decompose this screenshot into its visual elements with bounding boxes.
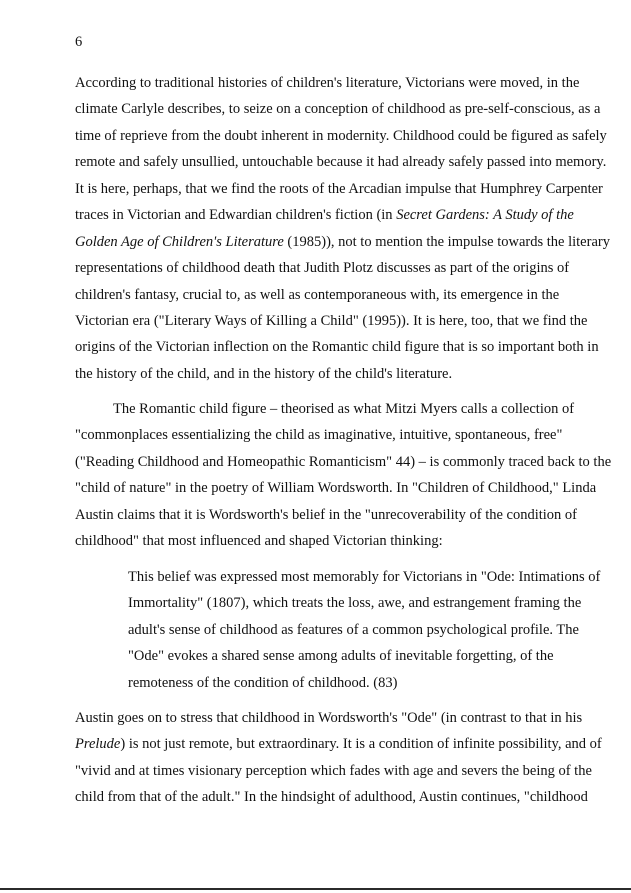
- page-bottom-edge: [0, 888, 631, 890]
- text-line: [75, 449, 611, 475]
- text-segment: "vivid and at times visionary perception which fades with age and severs the being of the: [75, 762, 592, 779]
- text-line: [75, 123, 610, 149]
- italic-title: Secret Gardens: A Study of the: [396, 207, 574, 224]
- text-segment: The Romantic child figure – theorised as what Mitzi Myers calls a collection of: [113, 401, 575, 417]
- text-segment: Austin claims that it is Wordsworth's belief in the "unrecoverability of the condition of: [75, 506, 578, 523]
- paragraph-1: [75, 70, 610, 387]
- text-line: [128, 617, 600, 643]
- text-segment: Victorian era ("Literary Ways of Killing a Child" (1995)). It is here, too, that we find the: [75, 312, 588, 329]
- text-line: [75, 705, 602, 731]
- text-line: [75, 758, 602, 784]
- text-line: [128, 670, 600, 696]
- text-segment: the history of the child, and in the history of the child's literature.: [75, 365, 453, 382]
- text-line: [128, 564, 600, 590]
- text-line: [75, 96, 610, 122]
- text-segment: children's fantasy, crucial to, as well as contemporaneous with, its emergence in the: [75, 286, 560, 303]
- text-line: [75, 422, 611, 448]
- text-segment: "Ode" evokes a shared sense among adults of inevitable forgetting, of the: [128, 648, 554, 665]
- text-line: [75, 229, 610, 255]
- text-segment: "child of nature" in the poetry of William Wordsworth. In "Children of Childhood," Linda: [75, 480, 597, 497]
- page-number: 6: [75, 34, 83, 50]
- text-segment: adult's sense of childhood as features of a common psychological profile. The: [128, 621, 579, 638]
- text-segment: remoteness of the condition of childhood. (83): [128, 674, 398, 691]
- text-segment: representations of childhood death that Judith Plotz discusses as part of the origins of: [75, 260, 570, 277]
- text-line: [75, 528, 611, 554]
- text-line: [75, 502, 611, 528]
- text-segment: Immortality" (1807), which treats the loss, awe, and estrangement framing the: [128, 595, 582, 612]
- text-line: [75, 255, 610, 281]
- text-segment: ("Reading Childhood and Homeopathic Romanticism" 44) – is commonly traced back to the: [75, 453, 612, 470]
- text-segment: It is here, perhaps, that we find the roots of the Arcadian impulse that Humphrey Carpenter: [75, 180, 603, 197]
- text-segment: childhood" that most influenced and shaped Victorian thinking:: [75, 533, 443, 550]
- text-line: [75, 149, 610, 175]
- text-line: [128, 590, 600, 616]
- text-line: [75, 396, 611, 422]
- paragraph-3: [75, 705, 602, 811]
- paragraph-2: [75, 396, 611, 555]
- text-line: [75, 784, 602, 810]
- text-line: [75, 282, 610, 308]
- text-line: [75, 334, 610, 360]
- text-line: [75, 308, 610, 334]
- text-line: [75, 176, 610, 202]
- text-segment: climate Carlyle describes, to seize on a conception of childhood as pre-self-conscious, as a: [75, 101, 601, 118]
- text-segment: Austin goes on to stress that childhood in Wordsworth's "Ode" (in contrast to that in his: [75, 710, 583, 726]
- text-line: [75, 475, 611, 501]
- text-segment: According to traditional histories of children's literature, Victorians were moved, in the: [75, 75, 580, 91]
- text-line: [75, 202, 610, 228]
- text-segment: "commonplaces essentializing the child as imaginative, intuitive, spontaneous, free": [75, 427, 563, 444]
- text-line: [75, 70, 610, 96]
- text-line: [75, 361, 610, 387]
- block-quote: [128, 564, 600, 696]
- text-line: [128, 643, 600, 669]
- text-segment: traces in Victorian and Edwardian children's fiction (in: [75, 207, 397, 224]
- italic-title: Golden Age of Children's Literature: [75, 233, 284, 250]
- text-segment: ) is not just remote, but extraordinary. It is a condition of infinite possibility, and of: [120, 736, 602, 753]
- text-segment: This belief was expressed most memorably for Victorians in "Ode: Intimations of: [128, 569, 601, 585]
- text-line: [75, 731, 602, 757]
- italic-title: Prelude: [75, 736, 121, 753]
- text-segment: remote and safely unsullied, untouchable because it had already safely passed into memory.: [75, 154, 607, 171]
- text-segment: time of reprieve from the doubt inherent in modernity. Childhood could be figured as safely: [75, 127, 607, 144]
- text-segment: origins of the Victorian inflection on the Romantic child figure that is so important both in: [75, 339, 599, 356]
- text-segment: child from that of the adult." In the hindsight of adulthood, Austin continues, "childhood: [75, 789, 588, 806]
- text-segment: (1985)), not to mention the impulse towards the literary: [283, 233, 610, 250]
